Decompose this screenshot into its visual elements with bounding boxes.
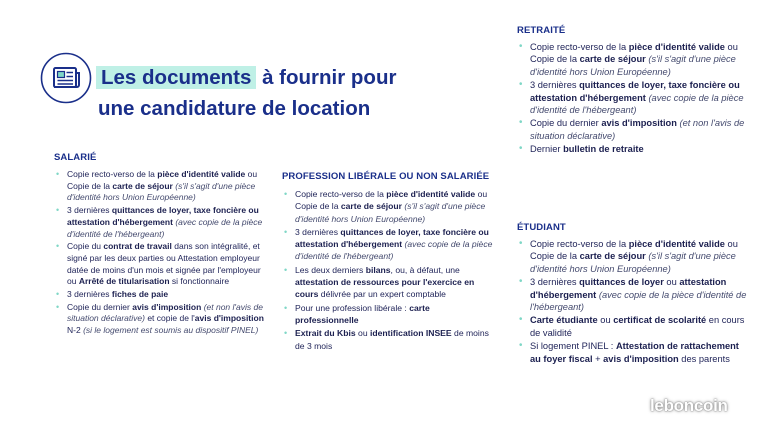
list-item: • Copie recto-verso de la pièce d'identité valide ou Copie de la carte de séjour (s'il s'agit d'une pièce d'identité hors Union Européenne)	[282, 188, 494, 225]
leboncoin-watermark: leboncoin	[650, 396, 728, 415]
etudiant-section	[517, 222, 749, 366]
list-item: • Copie du dernier avis d'imposition (et non l'avis de situation déclarative)	[517, 117, 749, 142]
document-list	[517, 41, 749, 156]
list-item: • Les deux derniers bilans, ou, à défaut, une attestation de ressources pour l'exercice en cours délivrée par un expert comptable	[282, 264, 494, 301]
title-rest: à fournir pour	[262, 66, 397, 89]
list-item: • Pour une profession libérale : carte professionnelle	[282, 302, 494, 327]
document-list	[282, 188, 494, 352]
title-line2: une candidature de location	[98, 97, 371, 120]
title-highlight: Les documents	[96, 66, 256, 89]
list-item: • Carte étudiante ou certificat de scolarité en cours de validité	[517, 314, 749, 339]
section-heading: PROFESSION LIBÉRALE OU NON SALARIÉE	[282, 171, 490, 182]
section-heading: ÉTUDIANT	[517, 222, 566, 233]
list-item: • Dernier bulletin de retraite	[517, 143, 749, 155]
page-title	[98, 62, 438, 124]
list-item: • 3 dernières quittances de loyer ou attestation d'hébergement (avec copie de la pièce d'identité de l'hébergeant)	[517, 276, 749, 313]
newspaper-icon	[40, 52, 92, 104]
list-item: • Copie recto-verso de la pièce d'identité valide ou Copie de la carte de séjour (s'il s'agit d'une pièce d'identité hors Union Européenne)	[517, 41, 749, 78]
section-heading: SALARIÉ	[54, 152, 97, 163]
list-item: • Si logement PINEL : Attestation de rattachement au foyer fiscal + avis d'imposition des parents	[517, 340, 749, 365]
list-item: • Copie du contrat de travail dans son intégralité, et signé par les deux parties ou Attestation employeur datée de moins d'un mois et signée par l'employeur ou Arrêté de titularisation si fonctionnaire	[54, 241, 266, 288]
list-item: • 3 dernières quittances de loyer, taxe foncière ou attestation d'hébergement (avec copie de la pièce d'identité de l'hébergeant)	[282, 226, 494, 263]
liberale-section	[282, 171, 494, 353]
section-heading: RETRAITÉ	[517, 25, 566, 36]
list-item: • Copie recto-verso de la pièce d'identité valide ou Copie de la carte de séjour (s'il s'agit d'une pièce d'identité hors Union Européenne)	[54, 169, 266, 204]
document-list	[517, 238, 749, 365]
list-item: • 3 dernières fiches de paie	[54, 289, 266, 301]
list-item: • 3 dernières quittances de loyer, taxe foncière ou attestation d'hébergement (avec copie de la pièce d'identité de l'hébergeant)	[517, 79, 749, 116]
list-item: • Copie du dernier avis d'imposition (et non l'avis de situation déclarative) et copie de l'avis d'imposition N-2 (si le logement est soumis au dispositif PINEL)	[54, 302, 266, 337]
document-list	[54, 169, 266, 337]
retraite-section	[517, 25, 749, 157]
salarie-section	[54, 152, 266, 338]
list-item: • Extrait du Kbis ou identification INSEE de moins de 3 mois	[282, 327, 494, 352]
list-item: • Copie recto-verso de la pièce d'identité valide ou Copie de la carte de séjour (s'il s'agit d'une pièce d'identité hors Union Européenne)	[517, 238, 749, 275]
list-item: • 3 dernières quittances de loyer, taxe foncière ou attestation d'hébergement (avec copie de la pièce d'identité de l'hébergeant)	[54, 205, 266, 240]
